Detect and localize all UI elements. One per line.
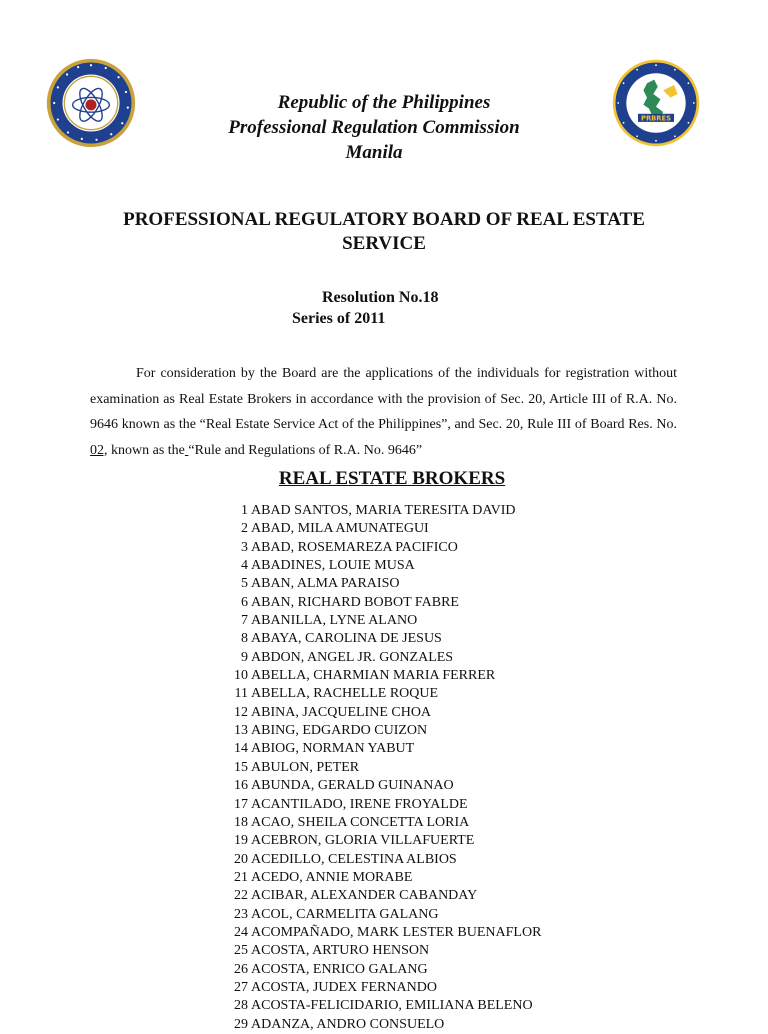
header-republic: Republic of the Philippines bbox=[277, 92, 491, 113]
broker-number: 20 bbox=[234, 851, 248, 867]
list-item bbox=[208, 961, 541, 979]
broker-number: 29 bbox=[234, 1016, 248, 1032]
list-item bbox=[208, 520, 541, 538]
header-commission: Professional Regulation Commission bbox=[228, 117, 520, 138]
paragraph-underlined-resno: 02, bbox=[90, 442, 108, 458]
prbres-seal-text: PRBRES bbox=[641, 114, 671, 123]
list-item bbox=[208, 1016, 541, 1034]
broker-number: 12 bbox=[234, 704, 248, 720]
broker-name: ACOSTA-FELICIDARIO, EMILIANA BELENO bbox=[251, 998, 533, 1014]
broker-number: 17 bbox=[234, 796, 248, 812]
board-title: PROFESSIONAL REGULATORY BOARD OF REAL ESTATE SERVICE bbox=[123, 209, 645, 254]
broker-number: 15 bbox=[234, 759, 248, 775]
list-item bbox=[208, 704, 541, 722]
broker-number: 11 bbox=[234, 686, 248, 702]
list-item bbox=[208, 612, 541, 630]
broker-name: ACOMPAÑADO, MARK LESTER BUENAFLOR bbox=[251, 924, 542, 940]
list-item bbox=[208, 942, 541, 960]
list-item bbox=[208, 539, 541, 557]
paragraph-text-2: known as the bbox=[107, 442, 185, 458]
broker-number: 9 bbox=[241, 649, 248, 665]
broker-number: 6 bbox=[241, 594, 248, 610]
broker-number: 25 bbox=[234, 943, 248, 959]
broker-list bbox=[208, 502, 541, 1034]
broker-name: ABELLA, RACHELLE ROQUE bbox=[251, 686, 439, 702]
paragraph-text-3: “Rule and Regulations of R.A. No. 9646” bbox=[188, 442, 423, 458]
list-item bbox=[208, 997, 541, 1015]
section-title: REAL ESTATE BROKERS bbox=[278, 468, 506, 489]
list-item bbox=[208, 906, 541, 924]
broker-name: ACEDILLO, CELESTINA ALBIOS bbox=[251, 851, 457, 867]
resolution-number: Resolution No.18 bbox=[322, 289, 439, 306]
broker-name: ABANILLA, LYNE ALANO bbox=[251, 613, 418, 629]
broker-number: 21 bbox=[234, 869, 248, 885]
broker-name: ACANTILADO, IRENE FROYALDE bbox=[251, 796, 468, 812]
list-item bbox=[208, 814, 541, 832]
broker-name: ABAYA, CAROLINA DE JESUS bbox=[251, 631, 442, 647]
broker-name: ABAD SANTOS, MARIA TERESITA DAVID bbox=[251, 503, 516, 518]
broker-name: ABINA, JACQUELINE CHOA bbox=[251, 704, 432, 720]
broker-name: ACOL, CARMELITA GALANG bbox=[251, 906, 439, 922]
broker-number: 26 bbox=[234, 961, 248, 977]
broker-name: ACOSTA, JUDEX FERNANDO bbox=[251, 979, 437, 995]
broker-name: ACEBRON, GLORIA VILLAFUERTE bbox=[251, 833, 475, 849]
broker-number: 7 bbox=[241, 613, 248, 629]
broker-number: 27 bbox=[234, 979, 248, 995]
broker-name: ABING, EDGARDO CUIZON bbox=[251, 723, 428, 739]
broker-number: 8 bbox=[241, 631, 248, 647]
list-item bbox=[208, 502, 541, 520]
broker-name: ABULON, PETER bbox=[251, 759, 360, 775]
broker-name: ABAD, ROSEMAREZA PACIFICO bbox=[251, 539, 458, 555]
broker-name: ABADINES, LOUIE MUSA bbox=[251, 558, 415, 574]
broker-number: 22 bbox=[234, 888, 248, 904]
list-item bbox=[208, 649, 541, 667]
list-item bbox=[208, 796, 541, 814]
broker-number: 18 bbox=[234, 814, 248, 830]
broker-name: ABUNDA, GERALD GUINANAO bbox=[251, 778, 454, 794]
list-item bbox=[208, 869, 541, 887]
broker-number: 28 bbox=[234, 998, 248, 1014]
broker-number: 23 bbox=[234, 906, 248, 922]
broker-number: 10 bbox=[234, 668, 248, 684]
list-item bbox=[208, 594, 541, 612]
broker-number: 4 bbox=[241, 558, 248, 574]
broker-number: 19 bbox=[234, 833, 248, 849]
resolution-paragraph bbox=[90, 361, 677, 463]
broker-name: ABDON, ANGEL JR. GONZALES bbox=[251, 649, 454, 665]
broker-name: ADANZA, ANDRO CONSUELO bbox=[251, 1016, 445, 1032]
list-item bbox=[208, 667, 541, 685]
broker-number: 2 bbox=[241, 521, 248, 537]
broker-name: ABAN, RICHARD BOBOT FABRE bbox=[251, 594, 459, 610]
broker-number: 16 bbox=[234, 778, 248, 794]
list-item bbox=[208, 777, 541, 795]
broker-number: 14 bbox=[234, 741, 248, 757]
list-item bbox=[208, 575, 541, 593]
list-item bbox=[208, 557, 541, 575]
list-item bbox=[208, 924, 541, 942]
broker-name: ACOSTA, ENRICO GALANG bbox=[251, 961, 428, 977]
header-city: Manila bbox=[345, 142, 403, 163]
broker-name: ACEDO, ANNIE MORABE bbox=[251, 869, 413, 885]
broker-number: 1 bbox=[241, 503, 248, 518]
broker-number: 24 bbox=[234, 924, 248, 940]
broker-name: ABAD, MILA AMUNATEGUI bbox=[251, 521, 429, 537]
list-item bbox=[208, 887, 541, 905]
broker-name: ABELLA, CHARMIAN MARIA FERRER bbox=[251, 668, 496, 684]
broker-name: ACOSTA, ARTURO HENSON bbox=[251, 943, 430, 959]
list-item bbox=[208, 851, 541, 869]
list-item bbox=[208, 630, 541, 648]
broker-number: 13 bbox=[234, 723, 248, 739]
broker-number: 5 bbox=[241, 576, 248, 592]
paragraph-text-1: For consideration by the Board are the applications of the individuals for registration without examination as Real Estate Brokers in accordance with the provision of Sec. 20, Article III of R.A. No. 9646 known as the “Real Estate Service Act of the Philippines”, and Sec. 20, Rule III of Board Res. No. bbox=[90, 366, 677, 432]
broker-name: ACAO, SHEILA CONCETTA LORIA bbox=[251, 814, 470, 830]
list-item bbox=[208, 685, 541, 703]
list-item bbox=[208, 979, 541, 997]
broker-name: ACIBAR, ALEXANDER CABANDAY bbox=[251, 888, 478, 904]
list-item bbox=[208, 759, 541, 777]
list-item bbox=[208, 722, 541, 740]
list-item bbox=[208, 740, 541, 758]
list-item bbox=[208, 832, 541, 850]
broker-name: ABAN, ALMA PARAISO bbox=[251, 576, 400, 592]
broker-number: 3 bbox=[241, 539, 248, 555]
broker-name: ABIOG, NORMAN YABUT bbox=[251, 741, 415, 757]
resolution-series: Series of 2011 bbox=[292, 310, 386, 327]
